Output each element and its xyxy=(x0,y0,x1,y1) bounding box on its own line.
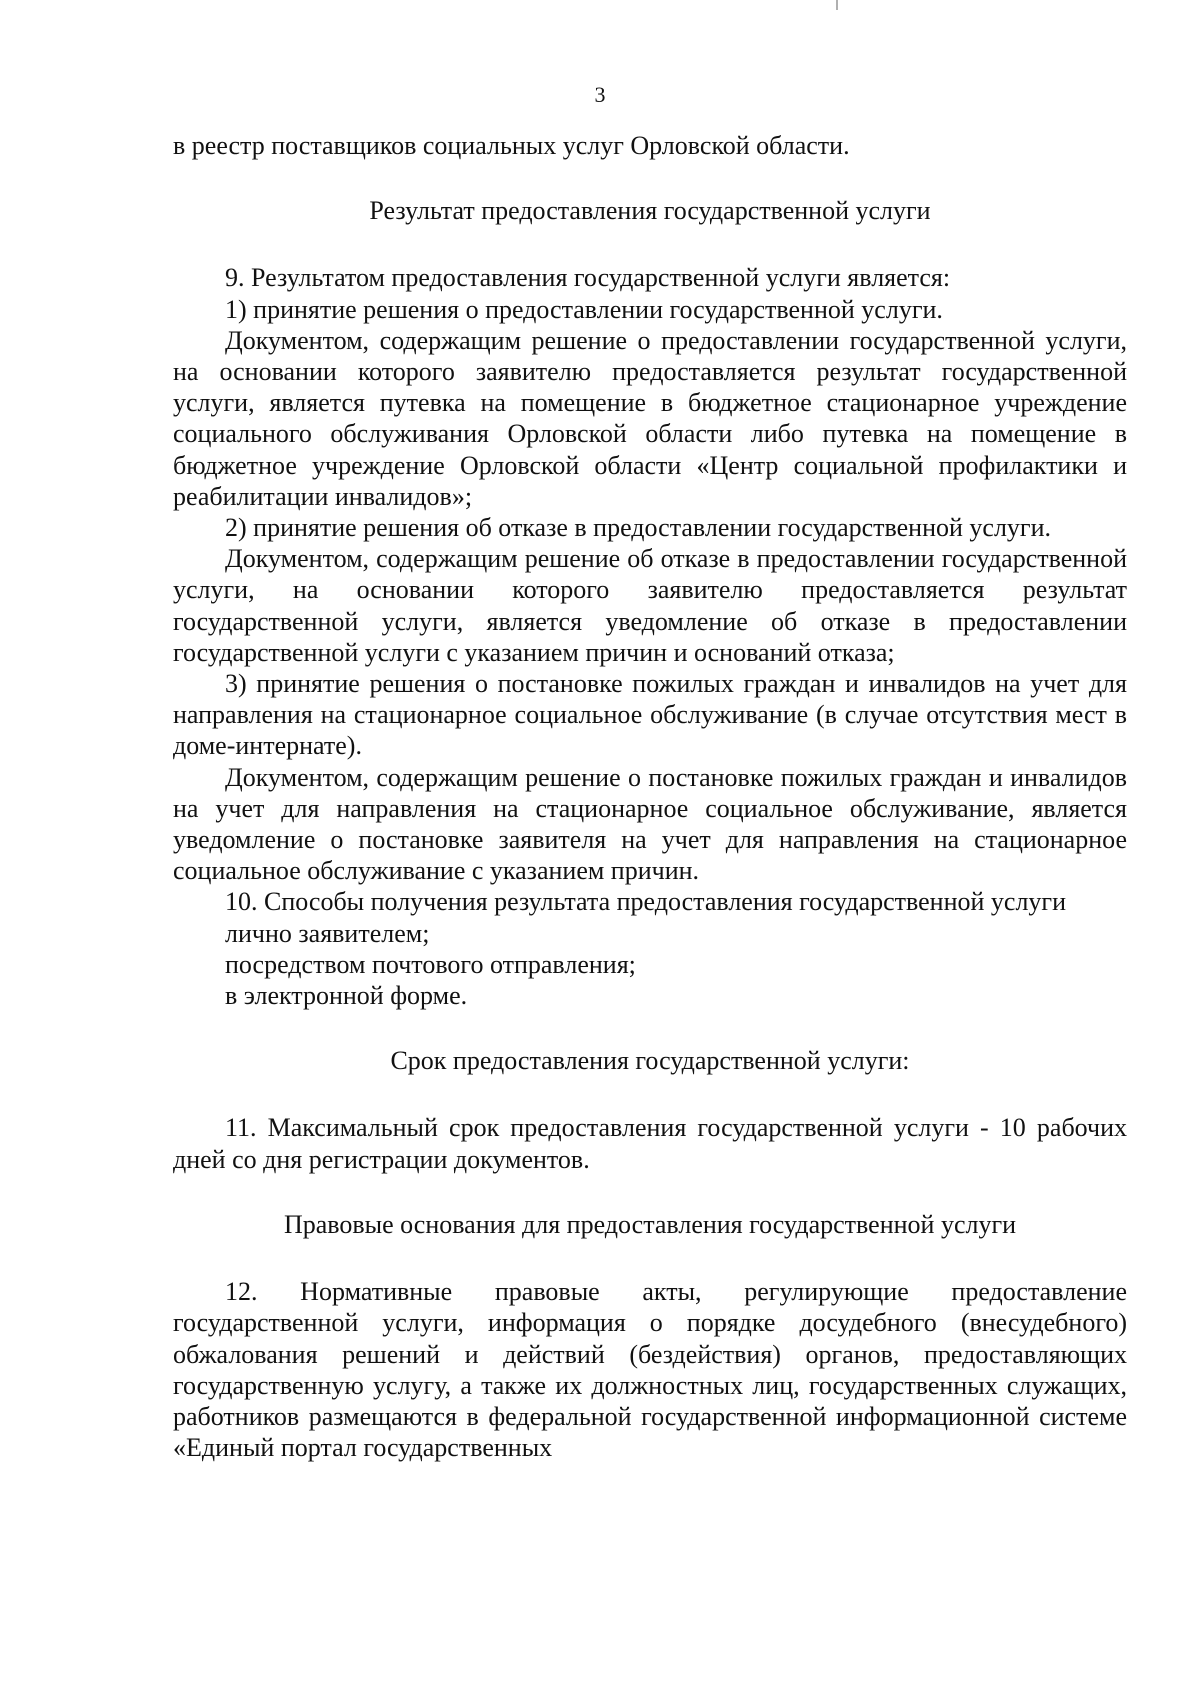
scan-artifact-mark xyxy=(836,0,838,10)
paragraph-9-item-3-document: Документом, содержащим решение о постановке пожилых граждан и инвалидов на учет для направления на стационарное социальное обслуживание, является уведомление о постановке заявителя на учет для направления на стационарное социальное обслуживание с указанием причин. xyxy=(173,762,1127,886)
paragraph-9: 9. Результатом предоставления государственной услуги является: xyxy=(225,263,951,293)
paragraph-9-item-2-document: Документом, содержащим решение об отказе в предоставлении государственной услуги, на основании которого заявителю предоставляется результат государственной услуги, является уведомление об отказе в предоставлении государственной услуги с указанием причин и оснований отказа; xyxy=(173,544,1127,667)
section-heading-term: Срок предоставления государственной услуги: xyxy=(390,1046,910,1076)
paragraph-9-item-1: 1) принятие решения о предоставлении государственной услуги. xyxy=(225,294,943,324)
method-item-postal: посредством почтового отправления; xyxy=(225,949,636,979)
paragraph-9-item-3: 3) принятие решения о постановке пожилых граждан и инвалидов на учет для направления на стационарное социальное обслуживание (в случае отсутствия мест в доме-интернате). xyxy=(173,669,1127,761)
method-item-in-person: лично заявителем; xyxy=(225,918,430,948)
method-item-electronic: в электронной форме. xyxy=(225,981,468,1011)
paragraph-12: 12. Нормативные правовые акты, регулирующие предоставление государственной услуги, информация о порядке досудебного (внесудебного) обжалования решений и действий (бездействия) органов, предоставляющих государственную услугу, а также их должностных лиц, государственных служащих, работников размещаются в федеральной государственной информационной системе «Единый портал государственных xyxy=(173,1277,1127,1463)
section-heading-result: Результат предоставления государственной услуги xyxy=(369,196,931,226)
page-number: 3 xyxy=(594,82,606,107)
paragraph-9-item-2: 2) принятие решения об отказе в предоставлении государственной услуги. xyxy=(225,513,1052,543)
section-heading-legal-basis: Правовые основания для предоставления государственной услуги xyxy=(283,1209,1017,1239)
paragraph-continuation: в реестр поставщиков социальных услуг Орловской области. xyxy=(173,131,850,160)
paragraph-11: 11. Максимальный срок предоставления государственной услуги - 10 рабочих дней со дня регистрации документов. xyxy=(173,1113,1127,1174)
paragraph-9-item-1-document: Документом, содержащим решение о предоставлении государственной услуги, на основании которого заявителю предоставляется результат государственной услуги, является путевка на помещение в бюджетное стационарное учреждение социального обслуживания Орловской области либо путевка на помещение в бюджетное учреждение Орловской области «Центр социальной профилактики и реабилитации инвалидов»; xyxy=(173,325,1127,511)
document-body xyxy=(173,130,1127,1463)
paragraph-10: 10. Способы получения результата предоставления государственной услуги xyxy=(225,887,1067,917)
